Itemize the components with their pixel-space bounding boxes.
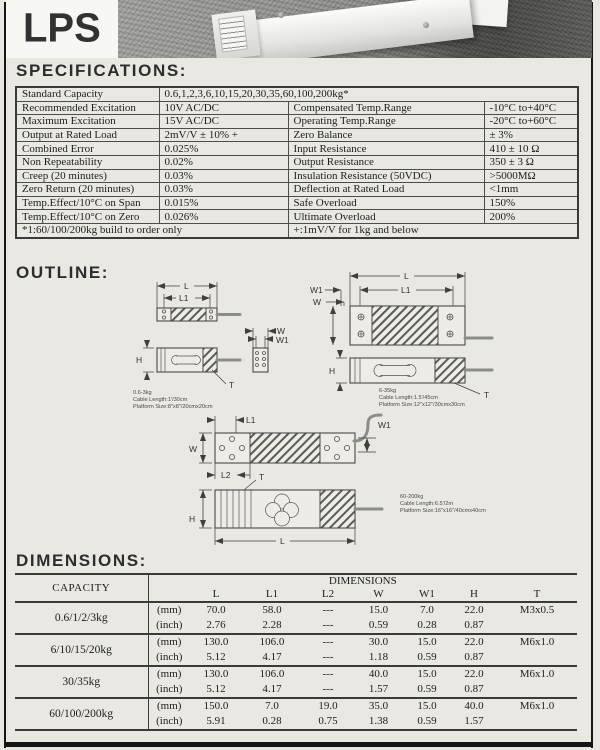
spec-cell: 350 ± 3 Ω [484, 155, 578, 169]
spec-cell: Creep (20 minutes) [16, 169, 159, 183]
dim-value-cell: M6x1.0 [497, 698, 577, 714]
spec-row [16, 101, 578, 115]
dim-label-H: H [136, 355, 143, 365]
dim-value-cell: 40.0 [451, 698, 497, 714]
spec-cell: ± 3% [484, 128, 578, 142]
outline-drawings [10, 258, 590, 558]
dim-value-cell: 0.87 [464, 651, 484, 663]
load-cell-image [234, 0, 474, 58]
dimensions-group-header: DIMENSIONS [328, 575, 397, 587]
figure-caption-platform: Platform Size:16"x16"/40cmx40cm [400, 508, 486, 514]
dim-row-mm [15, 698, 577, 714]
dim-label-L: L [280, 536, 285, 546]
dim-value-cell: 15.0 [368, 604, 389, 616]
dim-label-H: H [189, 514, 196, 524]
page-border-right [591, 2, 593, 748]
spec-cell: -10°C to+40°C [484, 101, 578, 115]
dim-value-cell: 2.28 [262, 619, 282, 631]
dim-label-T: T [229, 380, 235, 390]
unit-cell: (mm) [148, 666, 190, 682]
dim-value-cell: 30.0 [354, 634, 403, 650]
dim-value-cell: 1.57 [464, 715, 484, 727]
dim-value-cell: 15.0 [403, 666, 451, 682]
dim-value-cell: 22.0 [451, 634, 497, 650]
spec-cell: Zero Return (20 minutes) [16, 183, 159, 197]
spec-cell: Input Resistance [288, 142, 484, 156]
dim-value-cell: 5.91 [206, 715, 226, 727]
spec-cell: Maximum Excitation [16, 115, 159, 129]
dim-value-cell: --- [322, 619, 334, 631]
figure-caption-cable: Cable Length:1.5'/45cm [379, 395, 438, 401]
spec-cell: <1mm [484, 183, 578, 197]
dim-column-header: L2 [302, 588, 354, 602]
spec-row [16, 128, 578, 142]
dim-value-cell: 106.0 [242, 666, 302, 682]
spec-row [16, 223, 578, 237]
spec-cell: Output at Rated Load [16, 128, 159, 142]
outline-heading: OUTLINE: [16, 263, 110, 282]
spec-cell: Recommended Excitation [16, 101, 159, 115]
dim-value-cell: 15.0 [403, 634, 451, 650]
spec-cell: >5000MΩ [484, 169, 578, 183]
spec-cell: 0.025% [159, 142, 288, 156]
spec-row [16, 183, 578, 197]
dim-label-L1: L1 [179, 293, 189, 303]
spec-cell: 0.015% [159, 196, 288, 210]
spec-cell: Temp.Effect/10°C on Span [16, 196, 159, 210]
spec-cell: Safe Overload [288, 196, 484, 210]
spec-cell: 150% [484, 196, 578, 210]
dim-label-W1: W1 [378, 420, 391, 430]
specifications-table-wrap [15, 86, 579, 239]
dim-value-cell: 22.0 [451, 666, 497, 682]
spec-cell: Operating Temp.Range [288, 115, 484, 129]
dim-row-mm [15, 634, 577, 650]
unit-cell: (mm) [157, 604, 182, 616]
spec-cell: Non Repeatability [16, 155, 159, 169]
product-photo [118, 0, 592, 58]
figure-caption-range: 0.6-3kg [133, 390, 152, 396]
spec-cell: Insulation Resistance (50VDC) [288, 169, 484, 183]
spec-row [16, 87, 578, 101]
dim-column-header: W1 [403, 588, 451, 602]
dim-column-header: L [190, 588, 242, 602]
dim-value-cell: 0.59 [417, 715, 437, 727]
figure-caption-platform: Platform Size:12"x12"/30cmx30cm [379, 402, 465, 408]
unit-column-header [148, 588, 190, 602]
dim-value-cell: --- [322, 604, 334, 616]
dim-label-W: W [277, 326, 286, 336]
spec-cell: 200% [484, 210, 578, 224]
spec-cell: Output Resistance [288, 155, 484, 169]
dim-value-cell [497, 650, 577, 666]
product-logo: LPS [23, 5, 101, 51]
dim-value-cell: 58.0 [262, 604, 282, 616]
dim-label-L: L [404, 271, 409, 281]
dim-column-header: L1 [242, 588, 302, 602]
dim-row-mm [15, 666, 577, 682]
dim-value-cell: 15.0 [403, 698, 451, 714]
figure-caption-range: 6-35kg [379, 388, 397, 394]
dim-value-cell: 130.0 [190, 666, 242, 682]
dim-value-cell: 2.76 [206, 619, 226, 631]
dim-label-W: W [189, 444, 198, 454]
unit-cell: (inch) [156, 715, 183, 727]
dim-value-cell: 1.18 [368, 651, 389, 663]
capacity-cell: 6/10/15/20kg [15, 634, 148, 666]
dim-value-cell: 0.59 [368, 619, 389, 631]
capacity-cell: 30/35kg [15, 666, 148, 698]
spec-row [16, 155, 578, 169]
dim-value-cell: 4.17 [262, 651, 282, 663]
unit-cell: (inch) [156, 619, 183, 631]
dim-label-T: T [259, 472, 265, 482]
dim-row-mm [15, 602, 577, 618]
outline-figure-medium [310, 271, 492, 408]
dim-value-cell: 4.17 [262, 683, 282, 695]
dim-label-W1: W1 [276, 335, 289, 345]
dim-value-cell: 0.87 [464, 683, 484, 695]
dim-label-L1: L1 [401, 285, 411, 295]
outline-figure-small [133, 281, 289, 410]
dimensions-heading: DIMENSIONS: [16, 551, 147, 570]
dim-value-cell: 0.59 [417, 683, 437, 695]
dim-value-cell: 0.28 [262, 715, 282, 727]
spec-row [16, 196, 578, 210]
spec-cell: Deflection at Rated Load [288, 183, 484, 197]
dim-value-cell: 0.59 [417, 651, 437, 663]
figure-caption-cable: Cable Length:6.5'/2m [400, 501, 454, 507]
spec-cell: *1:60/100/200kg build to order only [16, 223, 288, 237]
dim-value-cell: 35.0 [354, 698, 403, 714]
dim-value-cell: M6x1.0 [497, 666, 577, 682]
spec-row [16, 142, 578, 156]
spec-row [16, 169, 578, 183]
figure-caption-cable: Cable Length:1'/30cm [133, 397, 188, 403]
page-border-left [4, 2, 6, 748]
figure-caption-platform: Platform Size:8"x8"/20cmx20cm [133, 404, 213, 410]
dim-column-header: W [354, 588, 403, 602]
spec-cell: 0.026% [159, 210, 288, 224]
dimensions-table-wrap [15, 573, 577, 731]
dim-value-cell: M3x0.5 [519, 604, 555, 616]
dim-value-cell: 40.0 [354, 666, 403, 682]
dim-label-W: W [313, 297, 322, 307]
dim-value-cell [497, 618, 577, 634]
spec-row [16, 115, 578, 129]
spec-cell: Ultimate Overload [288, 210, 484, 224]
dim-value-cell: 5.12 [206, 683, 226, 695]
dim-value-cell: 70.0 [206, 604, 226, 616]
spec-row [16, 210, 578, 224]
dim-value-cell: 1.38 [368, 715, 389, 727]
dim-value-cell: --- [322, 683, 334, 695]
spec-cell: Standard Capacity [16, 87, 159, 101]
capacity-cell: 60/100/200kg [15, 698, 148, 730]
dim-value-cell: --- [302, 634, 354, 650]
capacity-cell: 0.6/1/2/3kg [15, 602, 148, 634]
dim-value-cell: 0.28 [417, 619, 437, 631]
dim-label-H: H [329, 366, 336, 376]
figure-caption-range: 60-200kg [400, 494, 424, 500]
spec-cell: 0.6,1,2,3,6,10,15,20,30,35,60,100,200kg* [159, 87, 578, 101]
spec-cell: 410 ± 10 Ω [484, 142, 578, 156]
dim-value-cell: 106.0 [242, 634, 302, 650]
dim-value-cell: --- [302, 666, 354, 682]
dim-value-cell: 7.0 [420, 604, 434, 616]
spec-cell: 0.03% [159, 169, 288, 183]
dim-value-cell: 5.12 [206, 651, 226, 663]
spec-cell: Compensated Temp.Range [288, 101, 484, 115]
logo-box [6, 0, 118, 58]
spec-cell: -20°C to+60°C [484, 115, 578, 129]
spec-cell: 0.02% [159, 155, 288, 169]
dim-value-cell: 150.0 [190, 698, 242, 714]
dim-value-cell [497, 714, 577, 730]
dim-label-W1: W1 [310, 285, 323, 295]
dim-value-cell: 0.75 [318, 715, 338, 727]
dim-column-header: H [451, 588, 497, 602]
page-bottom-rule [4, 742, 593, 747]
spec-cell: +:1mV/V for 1kg and below [288, 223, 578, 237]
dim-label-T: T [484, 390, 490, 400]
load-cell-label [218, 16, 248, 53]
specifications-table [15, 86, 579, 239]
screw-icon [278, 12, 284, 18]
dim-value-cell: 1.57 [368, 683, 389, 695]
dim-label-L: L [184, 281, 189, 291]
dim-label-L2: L2 [221, 470, 231, 480]
spec-cell: Combined Error [16, 142, 159, 156]
screw-icon [423, 22, 429, 28]
spec-cell: 0.03% [159, 183, 288, 197]
dim-column-header: T [497, 588, 577, 602]
spec-cell: Temp.Effect/10°C on Zero [16, 210, 159, 224]
dimensions-table [15, 573, 577, 731]
dim-value-cell: 130.0 [190, 634, 242, 650]
specifications-heading: SPECIFICATIONS: [16, 61, 188, 80]
dim-value-cell: 7.0 [242, 698, 302, 714]
spec-cell: 15V AC/DC [159, 115, 288, 129]
capacity-header: CAPACITY [15, 574, 148, 602]
unit-cell: (inch) [156, 683, 183, 695]
dim-value-cell: M6x1.0 [497, 634, 577, 650]
spec-cell: 2mV/V ± 10% + [159, 128, 288, 142]
unit-cell: (mm) [148, 634, 190, 650]
dim-value-cell: 22.0 [464, 604, 484, 616]
dim-label-L1: L1 [246, 415, 256, 425]
spec-cell: 10V AC/DC [159, 101, 288, 115]
dim-value-cell: 0.87 [464, 619, 484, 631]
unit-cell: (inch) [156, 651, 183, 663]
outline-figure-large [189, 415, 486, 546]
dim-value-cell: 19.0 [302, 698, 354, 714]
dim-value-cell: --- [322, 651, 334, 663]
unit-cell: (mm) [148, 698, 190, 714]
dim-value-cell [497, 682, 577, 698]
spec-cell: Zero Balance [288, 128, 484, 142]
